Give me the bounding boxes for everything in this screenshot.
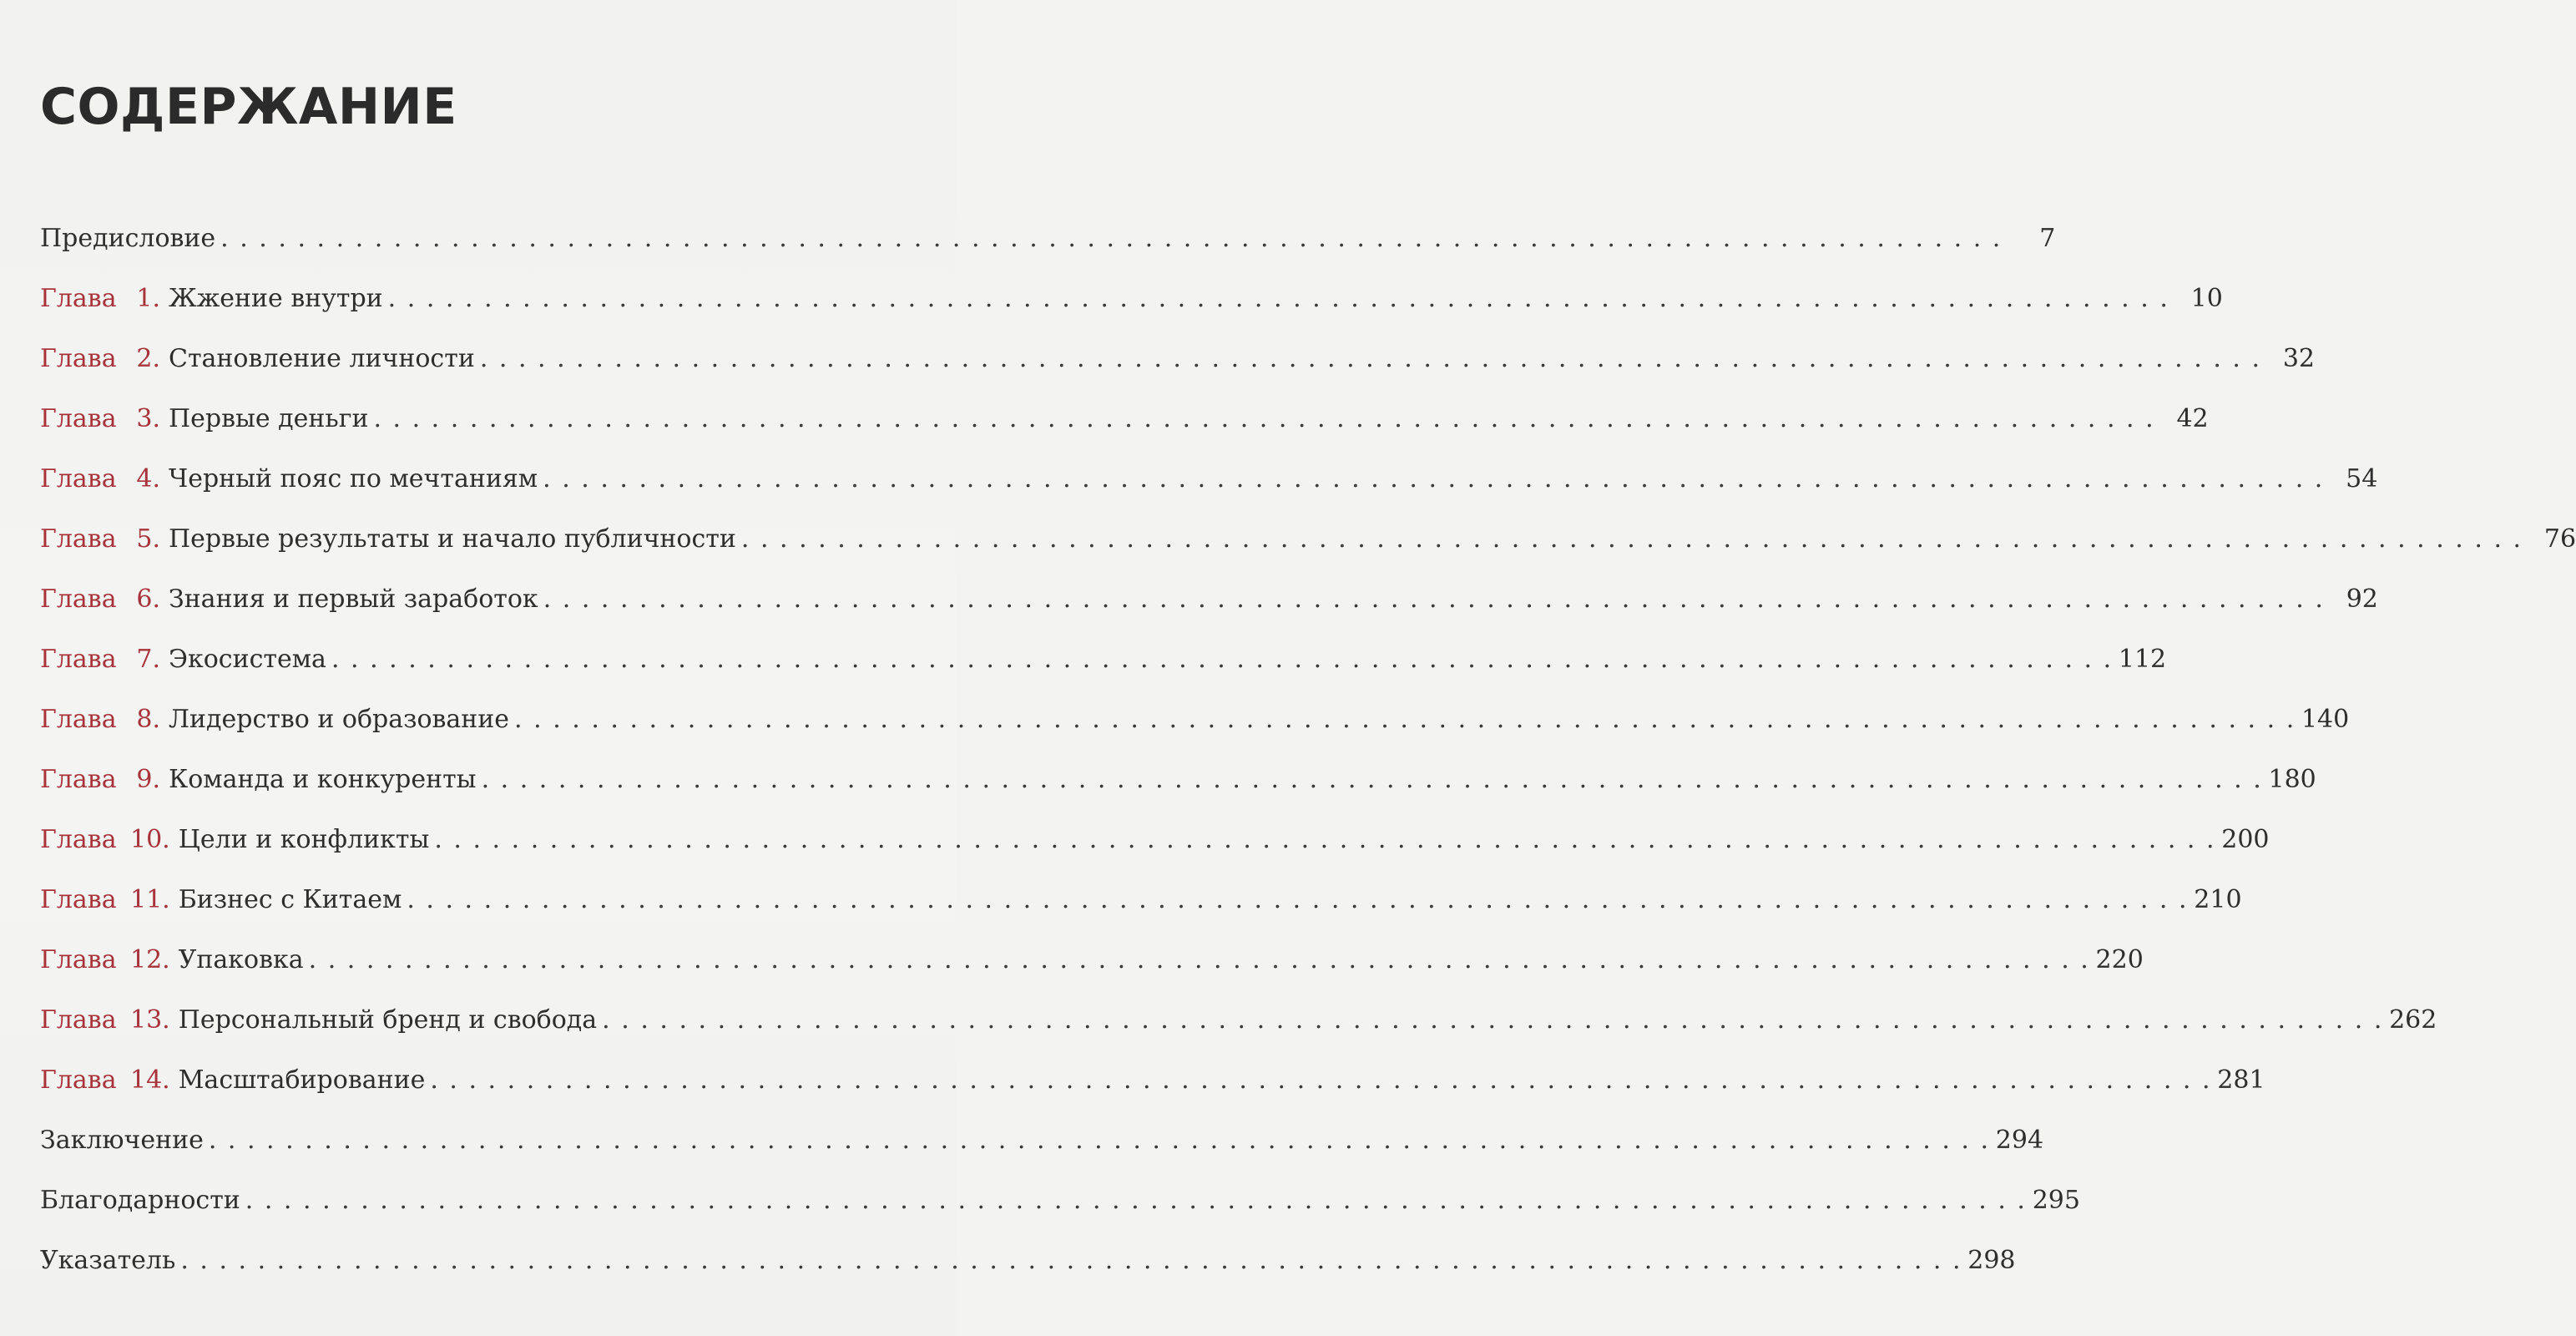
dot-leader (373, 404, 2153, 433)
toc-entry-chapter (40, 404, 2209, 464)
chapter-label: Глава (40, 645, 117, 674)
page-number: 54 (2346, 464, 2378, 493)
entry-title: Становление личности (169, 344, 475, 373)
dot-leader (480, 344, 2260, 373)
chapter-number: 5. (136, 524, 160, 554)
chapter-number: 2. (136, 344, 160, 373)
toc-entry (40, 224, 2056, 284)
chapter-label: Глава (40, 404, 117, 433)
chapter-number: 10. (130, 825, 170, 854)
chapter-label: Глава (40, 284, 117, 313)
chapter-number: 12. (130, 945, 170, 974)
page-number: 294 (1995, 1126, 2044, 1155)
chapter-prefix (40, 825, 170, 854)
chapter-label: Глава (40, 1005, 117, 1035)
entry-title: Жжение внутри (169, 284, 383, 313)
dot-leader (434, 825, 2214, 854)
chapter-number: 11. (130, 885, 170, 914)
toc-entry-chapter (40, 1005, 2437, 1065)
toc-entry-chapter (40, 1065, 2265, 1126)
page-number: 180 (2268, 765, 2316, 794)
chapter-prefix (40, 464, 160, 493)
toc-entry-chapter (40, 344, 2315, 404)
chapter-label: Глава (40, 344, 117, 373)
entry-title: Упаковка (178, 945, 304, 974)
entry-title: Бизнес с Китаем (178, 885, 402, 914)
page-number: 10 (2190, 284, 2223, 313)
entry-title: Указатель (40, 1246, 176, 1275)
chapter-prefix (40, 1005, 170, 1035)
dot-leader (220, 224, 2000, 253)
toc-entry (40, 1246, 2016, 1306)
entry-title: Лидерство и образование (169, 705, 510, 734)
toc-entry-chapter (40, 645, 2167, 705)
dot-leader (514, 705, 2294, 734)
chapter-number: 6. (136, 584, 160, 614)
page-number: 76 (2543, 524, 2576, 554)
page-number: 7 (2039, 224, 2056, 253)
toc-entry-chapter (40, 885, 2242, 945)
entry-title: Предисловие (40, 224, 216, 253)
chapter-label: Глава (40, 945, 117, 974)
chapter-number: 14. (130, 1065, 170, 1095)
dot-leader (543, 584, 2323, 614)
dot-leader (741, 524, 2521, 554)
chapter-prefix (40, 524, 160, 554)
chapter-prefix (40, 885, 170, 914)
chapter-label: Глава (40, 524, 117, 554)
dot-leader (602, 1005, 2382, 1035)
chapter-label: Глава (40, 584, 117, 614)
toc-entry (40, 1126, 2044, 1186)
page-title: СОДЕРЖАНИЕ (40, 78, 457, 136)
entry-title: Масштабирование (178, 1065, 426, 1095)
chapter-label: Глава (40, 765, 117, 794)
toc-entry-chapter (40, 765, 2316, 825)
toc-entry-chapter (40, 584, 2378, 645)
entry-title: Цели и конфликты (178, 825, 430, 854)
page-number: 262 (2389, 1005, 2437, 1035)
chapter-label: Глава (40, 1065, 117, 1095)
chapter-number: 3. (136, 404, 160, 433)
page-number: 42 (2176, 404, 2209, 433)
page-number: 210 (2194, 885, 2242, 914)
page-number: 200 (2221, 825, 2270, 854)
page-number: 281 (2217, 1065, 2265, 1095)
dot-leader (388, 284, 2168, 313)
dot-leader (543, 464, 2322, 493)
chapter-label: Глава (40, 825, 117, 854)
chapter-prefix (40, 945, 170, 974)
dot-leader (245, 1186, 2025, 1215)
chapter-prefix (40, 404, 160, 433)
toc-entry (40, 1186, 2080, 1246)
entry-title: Черный пояс по мечтаниям (169, 464, 538, 493)
entry-title: Первые результаты и начало публичности (169, 524, 736, 554)
entry-title: Знания и первый заработок (169, 584, 538, 614)
chapter-prefix (40, 1065, 170, 1095)
entry-title: Персональный бренд и свобода (178, 1005, 598, 1035)
page-number: 112 (2118, 645, 2167, 674)
dot-leader (331, 645, 2111, 674)
toc-entry-chapter (40, 825, 2270, 885)
entry-title: Благодарности (40, 1186, 240, 1215)
toc-entry-chapter (40, 945, 2144, 1005)
chapter-number: 1. (136, 284, 160, 313)
dot-leader (180, 1246, 1960, 1275)
chapter-prefix (40, 705, 160, 734)
chapter-prefix (40, 284, 160, 313)
toc-entry-chapter (40, 705, 2350, 765)
entry-title: Первые деньги (169, 404, 369, 433)
toc-entry-chapter (40, 524, 2576, 584)
chapter-number: 8. (136, 705, 160, 734)
entry-title: Заключение (40, 1126, 204, 1155)
page-number: 140 (2301, 705, 2350, 734)
toc-entry-chapter (40, 284, 2223, 344)
chapter-number: 13. (130, 1005, 170, 1035)
chapter-label: Глава (40, 705, 117, 734)
page-number: 298 (1967, 1246, 2016, 1275)
dot-leader (482, 765, 2261, 794)
entry-title: Экосистема (169, 645, 326, 674)
page-number: 92 (2346, 584, 2378, 614)
chapter-prefix (40, 584, 160, 614)
entry-title: Команда и конкуренты (169, 765, 477, 794)
dot-leader (309, 945, 2089, 974)
chapter-number: 9. (136, 765, 160, 794)
chapter-prefix (40, 344, 160, 373)
chapter-number: 7. (136, 645, 160, 674)
chapter-number: 4. (136, 464, 160, 493)
chapter-label: Глава (40, 885, 117, 914)
dot-leader (209, 1126, 1988, 1155)
page-number: 220 (2095, 945, 2144, 974)
page-number: 32 (2282, 344, 2315, 373)
chapter-label: Глава (40, 464, 117, 493)
page-number: 295 (2032, 1186, 2080, 1215)
dot-leader (407, 885, 2186, 914)
toc-entry-chapter (40, 464, 2378, 524)
chapter-prefix (40, 645, 160, 674)
chapter-prefix (40, 765, 160, 794)
table-of-contents (40, 224, 2576, 1306)
dot-leader (430, 1065, 2210, 1095)
